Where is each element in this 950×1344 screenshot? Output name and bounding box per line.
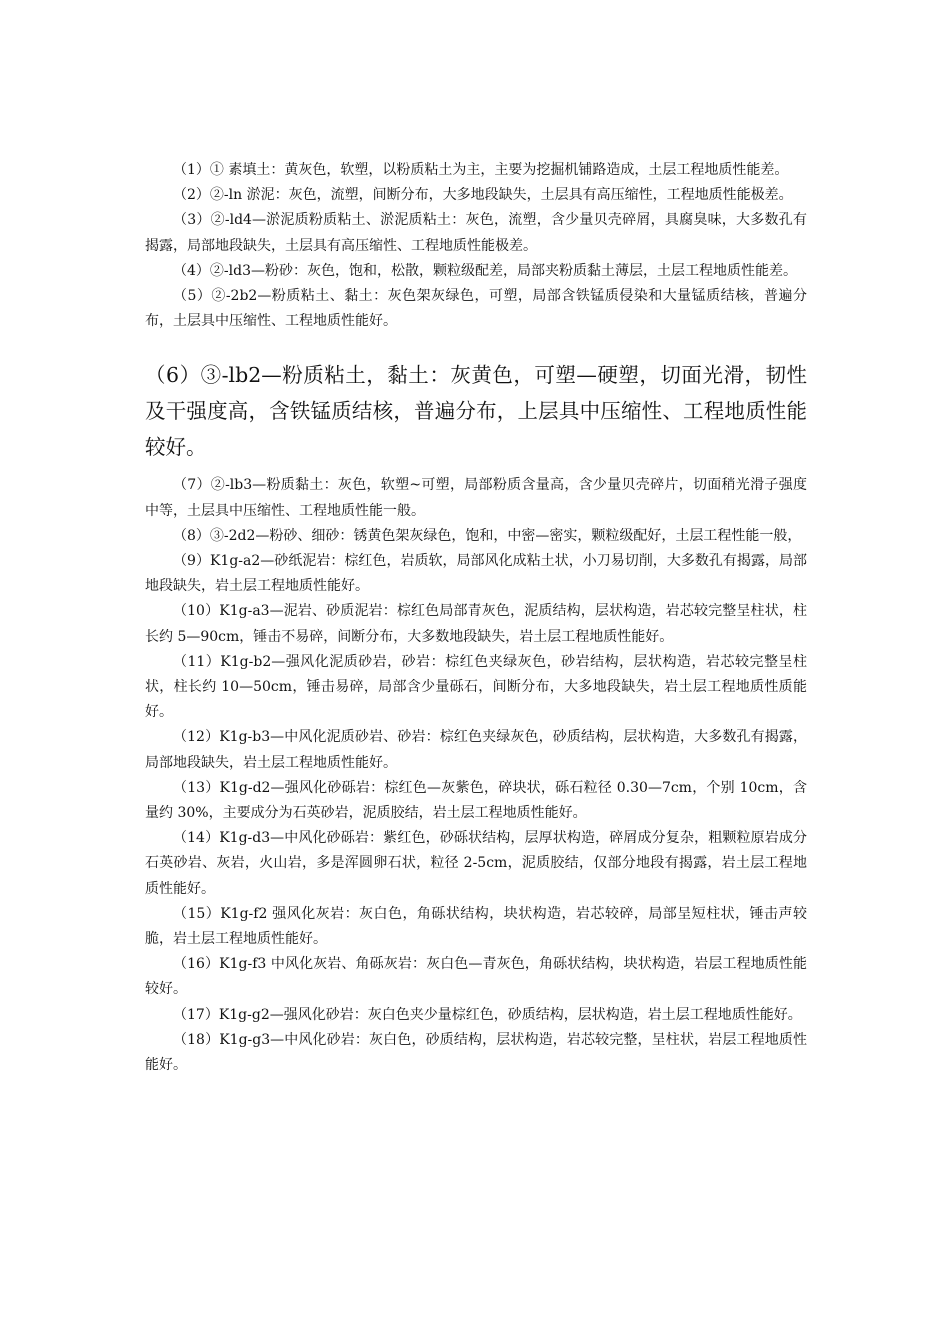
paragraph-17: （17）K1g-g2—强风化砂岩：灰白色夹少量棕红色，砂质结构，层状构造，岩土层工程地质性能好。 (173, 1006, 802, 1023)
paragraph-6: （6）③-lb2—粉质粘土，黏土：灰黄色，可塑—硬塑，切面光滑，韧性及干强度高，含铁锰质结核，普遍分布，上层具中压缩性、工程地质性能较好。 (145, 363, 807, 460)
paragraph-3: （3）②-ld4—淤泥质粉质粘土、淤泥质粘土：灰色，流塑，含少量贝壳碎屑，具腐臭味，大多数孔有揭露，局部地段缺失，土层具有高压缩性、工程地质性能极差。 (145, 212, 807, 254)
paragraph-12: （12）K1g-b3—中风化泥质砂岩、砂岩：棕红色夹绿灰色，砂质结构，层状构造，大多数孔有揭露，局部地段缺失，岩土层工程地质性能好。 (145, 729, 807, 771)
paragraph-5: （5）②-2b2—粉质粘土、黏土：灰色架灰绿色，可塑，局部含铁锰质侵染和大量锰质结核，普遍分布，土层具中压缩性、工程地质性能好。 (145, 288, 807, 330)
paragraph-9: （9）K1g-a2—砂纸泥岩：棕红色，岩质软，局部风化成粘土状，小刀易切削，大多数孔有揭露，局部地段缺失，岩土层工程地质性能好。 (145, 553, 807, 595)
paragraph-13: （13）K1g-d2—强风化砂砾岩：棕红色—灰紫色，碎块状，砾石粒径 0.30—7cm，个别 10cm，含量约 30%，主要成分为石英砂岩，泥质胶结，岩土层工程地质性能好。 (145, 779, 807, 822)
paragraph-16: （16）K1g-f3 中风化灰岩、角砾灰岩：灰白色—青灰色，角砾状结构，块状构造，岩层工程地质性能较好。 (145, 956, 807, 998)
paragraph-2: （2）②-ln 淤泥：灰色，流塑，间断分布，大多地段缺失，土层具有高压缩性，工程地质性能极差。 (173, 187, 793, 204)
paragraph-7: （7）②-lb3—粉质黏土：灰色，软塑~可塑，局部粉质含量高，含少量贝壳碎片，切面稍光滑子强度中等，土层具中压缩性、工程地质性能一般。 (145, 477, 807, 519)
paragraph-1: （1）① 素填土：黄灰色，软塑，以粉质粘土为主，主要为挖掘机铺路造成，土层工程地质性能差。 (173, 162, 789, 178)
document-body (145, 158, 807, 1078)
paragraph-11: （11）K1g-b2—强风化泥质砂岩，砂岩：棕红色夹绿灰色，砂岩结构，层状构造，岩芯较完整呈柱状，柱长约 10—50cm，锤击易碎，局部含少量砾石，间断分布，大多地段缺失，岩土层工程地质性质能好。 (145, 653, 807, 721)
paragraph-8: （8）③-2d2—粉砂、细砂：锈黄色架灰绿色，饱和，中密—密实，颗粒级配好，土层工程性能一般， (173, 527, 802, 544)
paragraph-18: （18）K1g-g3—中风化砂岩：灰白色，砂质结构，层状构造，岩芯较完整，呈柱状，岩层工程地质性能好。 (145, 1031, 807, 1074)
paragraph-15: （15）K1g-f2 强风化灰岩：灰白色，角砾状结构，块状构造，岩芯较碎，局部呈短柱状，锤击声较脆，岩土层工程地质性能好。 (145, 905, 807, 948)
paragraph-14: （14）K1g-d3—中风化砂砾岩：紫红色，砂砾状结构，层厚状构造，碎屑成分复杂，粗颗粒原岩成分石英砂岩、灰岩，火山岩，多是浑圆卵石状，粒径 2-5cm，泥质胶结，仅部分地段有揭露，岩土层工程地质性能好。 (145, 830, 807, 897)
paragraph-10: （10）K1g-a3—泥岩、砂质泥岩：棕红色局部青灰色，泥质结构，层状构造，岩芯较完整呈柱状，柱长约 5—90cm，锤击不易碎，间断分布，大多数地段缺失，岩土层工程地质性能好。 (145, 603, 807, 645)
paragraph-4: （4）②-ld3—粉砂：灰色，饱和，松散，颗粒级配差，局部夹粉质黏土薄层，土层工程地质性能差。 (173, 262, 797, 279)
